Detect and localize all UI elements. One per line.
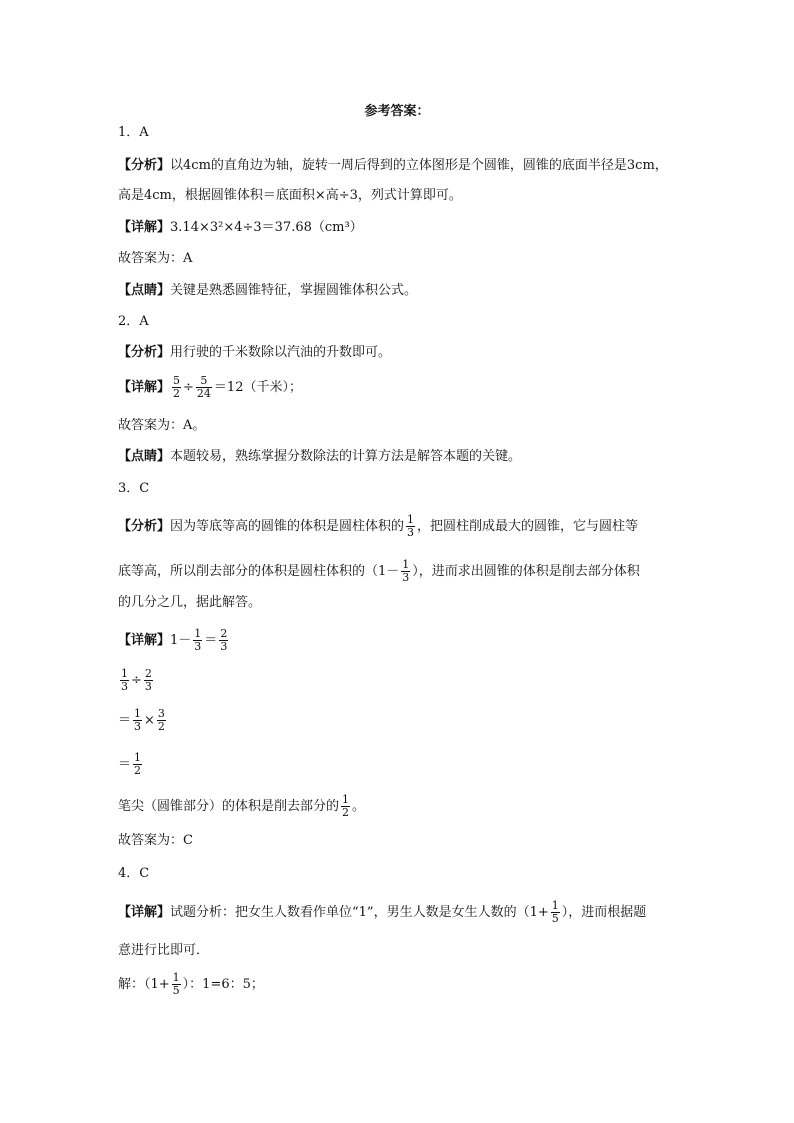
q1-header: 1．A <box>118 125 149 140</box>
q1-detail-text: 3.14×3²×4÷3＝37.68（cm³） <box>170 220 363 235</box>
detail-tag: 【详解】 <box>118 633 171 648</box>
q3-answer: 故答案为：C <box>118 833 193 848</box>
fraction-1-2: $\frac{1}{2}$ <box>134 751 142 777</box>
fraction-1-3: $\frac{1}{3}$ <box>194 627 202 653</box>
q2-detail-result: ＝12（千米）； <box>213 380 302 395</box>
fraction-5-24: $\frac{5}{24}$ <box>196 374 211 400</box>
division-sign: ÷ <box>183 380 194 395</box>
q3-conclusion: 笔尖（圆锥部分）的体积是削去部分的 $\frac{1}{2}$ 。 <box>118 793 366 819</box>
detail-tag: 【详解】 <box>118 905 171 920</box>
fraction-3-2: $\frac{3}{2}$ <box>157 707 165 733</box>
fraction-5-2: $\frac{5}{2}$ <box>173 374 181 400</box>
q2-comment-text: 本题较易，熟练掌握分数除法的计算方法是解答本题的关键。 <box>170 449 522 464</box>
comment-tag: 【点睛】 <box>118 449 171 464</box>
analysis-tag: 【分析】 <box>118 519 171 534</box>
detail-tag: 【详解】 <box>118 380 171 395</box>
fraction-1-3: $\frac{1}{3}$ <box>121 667 128 693</box>
fraction-1-3: $\frac{1}{3}$ <box>402 558 410 584</box>
detail-tag: 【详解】 <box>118 220 171 235</box>
analysis-tag: 【分析】 <box>118 158 171 173</box>
q3-step-3: ＝ $\frac{1}{3}$ × $\frac{3}{2}$ <box>118 707 165 733</box>
fraction-1-5: $\frac{1}{5}$ <box>551 899 559 925</box>
fraction-1-2: $\frac{1}{2}$ <box>342 793 350 819</box>
q3-analysis-3: 的几分之几，据此解答。 <box>118 595 262 610</box>
q1-comment-text: 关键是熟悉圆锥特征，掌握圆锥体积公式。 <box>170 283 418 298</box>
fraction-2-3: $\frac{2}{3}$ <box>144 667 152 693</box>
q3-header: 3．C <box>118 481 150 496</box>
q2-analysis <box>118 345 391 361</box>
q2-detail <box>118 375 302 400</box>
fraction-1-5: $\frac{1}{5}$ <box>172 971 180 997</box>
q4-solution: 解：（1+ $\frac{1}{5}$ ）：1=6：5； <box>118 971 264 997</box>
q1-comment <box>118 283 417 299</box>
q1-answer: 故答案为：A <box>118 251 193 266</box>
q1-analysis <box>118 158 668 174</box>
analysis-tag: 【分析】 <box>118 345 171 360</box>
q2-analysis-text: 用行驶的千米数除以汽油的升数即可。 <box>170 345 392 360</box>
q3-detail: 【详解】1－ $\frac{1}{3}$ ＝ $\frac{2}{3}$ <box>118 627 228 653</box>
comment-tag: 【点睛】 <box>118 283 171 298</box>
q3-step-4: ＝ $\frac{1}{2}$ <box>118 751 142 777</box>
fraction-1-3: $\frac{1}{3}$ <box>134 707 142 733</box>
q2-comment <box>118 449 521 465</box>
q4-detail-1: 【详解】试题分析：把女生人数看作单位“1”，男生人数是女生人数的（1+ $\frac{1}{5}$ ），进而根据题 <box>118 899 647 925</box>
q3-analysis-2: 底等高，所以削去部分的体积是圆柱体积的（1－ $\frac{1}{3}$ ），进而求出圆锥的体积是削去部分体积 <box>118 558 640 584</box>
q1-detail <box>118 220 363 236</box>
q3-step-2: $\frac{1}{3}$ ÷ $\frac{2}{3}$ <box>121 667 152 693</box>
page-title: 参考答案： <box>364 104 430 119</box>
fraction-2-3: $\frac{2}{3}$ <box>220 627 228 653</box>
fraction-1-3: $\frac{1}{3}$ <box>407 513 415 539</box>
q2-answer: 故答案为：A。 <box>118 418 206 433</box>
q1-analysis-text-2: 高是4cm，根据圆锥体积＝底面积×高÷3，列式计算即可。 <box>118 188 462 203</box>
q1-analysis-text-1: 以4cm的直角边为轴，旋转一周后得到的立体图形是个圆锥，圆锥的底面半径是3cm， <box>170 158 668 173</box>
q4-header: 4．C <box>118 866 150 881</box>
q2-header: 2．A <box>118 314 149 329</box>
q4-detail-2: 意进行比即可． <box>118 943 210 958</box>
q3-analysis-1: 【分析】因为等底等高的圆锥的体积是圆柱体积的 $\frac{1}{3}$ ，把圆柱削成最大的圆锥，它与圆柱等 <box>118 513 639 539</box>
